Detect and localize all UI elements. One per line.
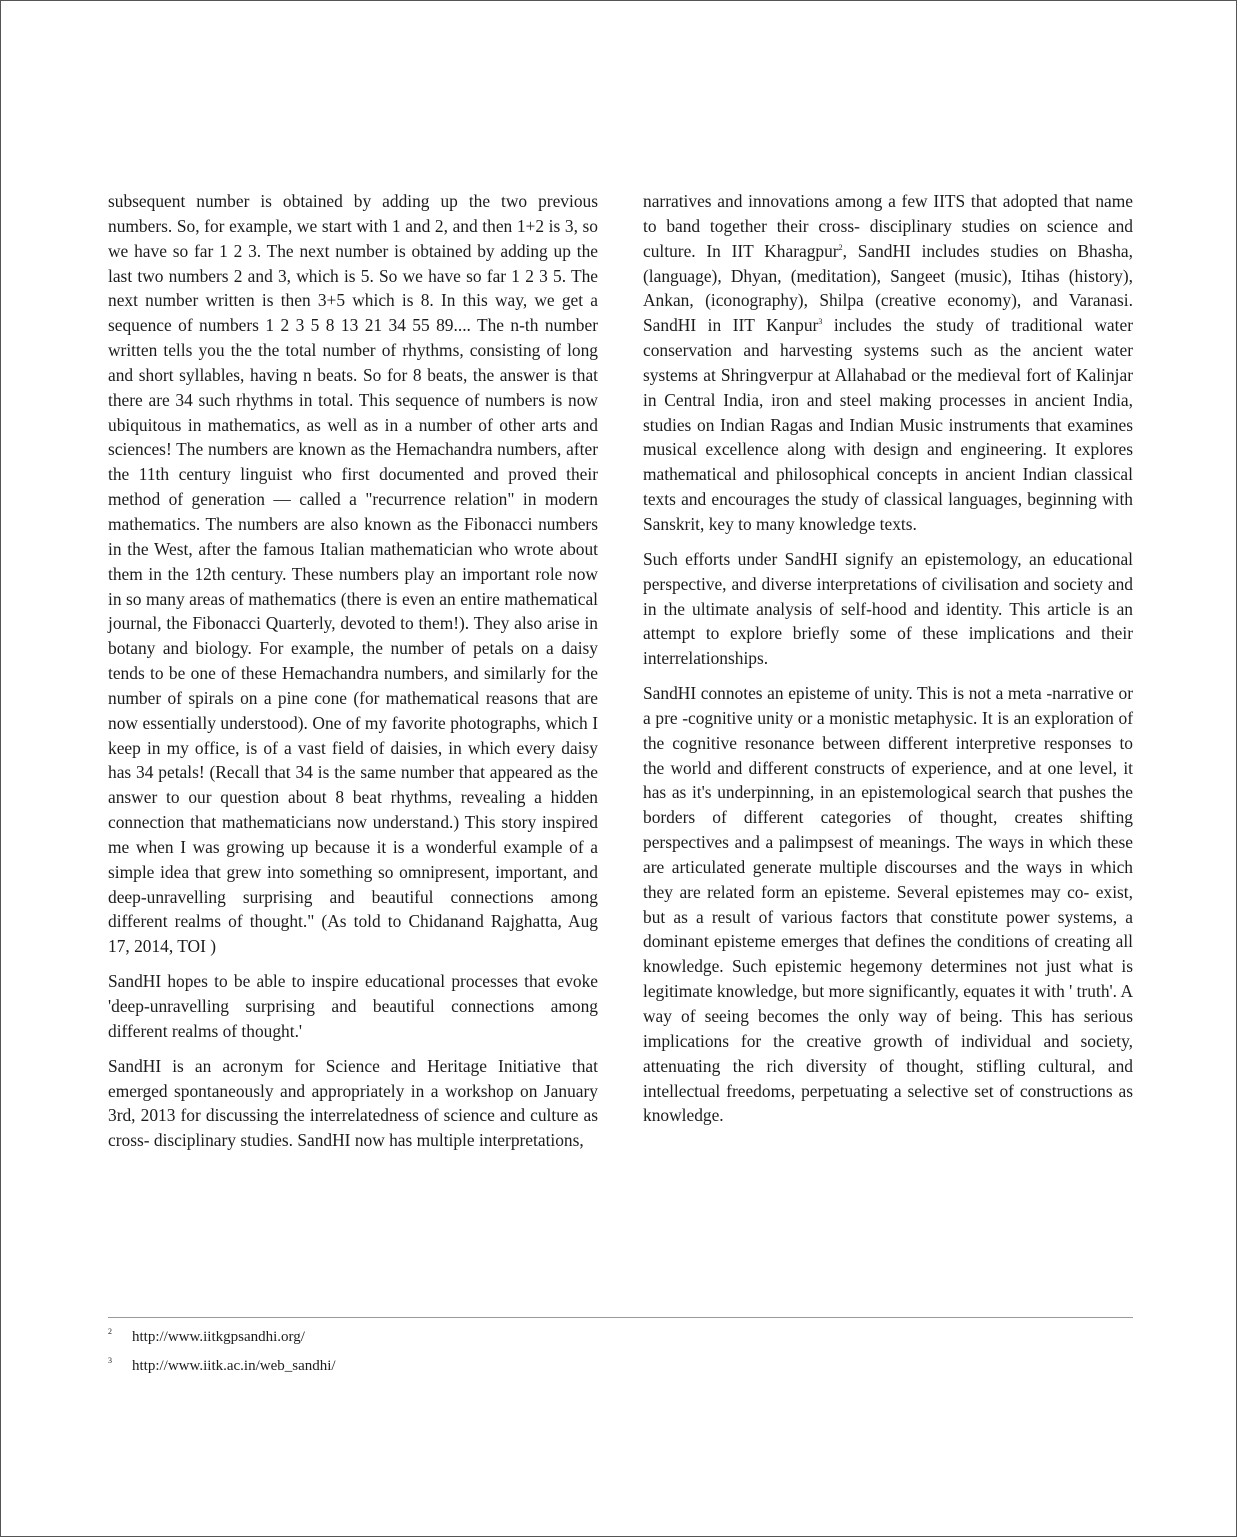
right-paragraph-3: SandHI connotes an episteme of unity. This is not a meta -narrative or a pre -cognitive unity or a monistic metaphysic. It is an exploration of the cognitive resonance between different interpretive responses to the world and different constructs of experience, and at one level, it has as it's underpinning, in an epistemological search that pushes the borders of different categories of thought, creates shifting perspectives and a palimpsest of meanings. The ways in which these are articulated generate multiple discourses and the ways in which they are related form an episteme. Several epistemes may co- exist, but as a result of various factors that constitute power systems, a dominant episteme emerges that defines the conditions of creating all knowledge. Such epistemic hegemony determines not just what is legitimate knowledge, but more significantly, equates it with ' truth'. A way of seeing becomes the only way of being. This has serious implications for the creative growth of individual and society, attenuating the rich diversity of thought, stifling cultural, and intellectual freedoms, perpetuating a selective set of constructions as knowledge.: [643, 683, 1133, 1126]
right-paragraph-1-part-b: , SandHI includes studies on Bhasha, (language), Dhyan, (meditation), Sangeet (music), Itihas (history), Ankan, (iconography), Shilpa (creative economy), and Varanasi. SandHI in IIT Kanpur: [643, 240, 1133, 336]
footnote-divider: [108, 1317, 1133, 1318]
right-paragraph-1-part-c: includes the study of traditional water conservation and harvesting systems such as the ancient water systems at Shringverpur at Allahabad or the medieval fort of Kalinjar in Central India, iron and steel making processes in ancient India, studies on Indian Ragas and Indian Music instruments that examines musical excellence along with design and engineering. It explores mathematical and philosophical concepts in ancient Indian classical texts and encourages the study of classical languages, beginning with Sanskrit, key to many knowledge texts.: [643, 315, 1133, 534]
footnote-2: [108, 1323, 708, 1352]
footnote-ref-3[interactable]: 3: [818, 317, 823, 327]
footnote-link[interactable]: http://www.iitk.ac.in/web_sandhi/: [132, 1358, 336, 1374]
left-paragraph-1: subsequent number is obtained by adding up the two previous numbers. So, for example, we start with 1 and 2, and then 1+2 is 3, so we have so far 1 2 3. The next number is obtained by adding up the last two numbers 2 and 3, which is 5. So we have so far 1 2 3 5. The next number written is then 3+5 which is 8. In this way, we get a sequence of numbers 1 2 3 5 8 13 21 34 55 89.... The n-th number written tells you the the total number of rhythms, consisting of long and short syllables, having n beats. So for 8 beats, the answer is that there are 34 such rhythms in total. This sequence of numbers is now ubiquitous in mathematics, as well as in a number of other arts and sciences! The numbers are known as the Hemachandra numbers, after the 11th century linguist who first documented and proved their method of generation — called a "recurrence relation" in modern mathematics. The numbers are also known as the Fibonacci numbers in the West, after the famous Italian mathematician who wrote about them in the 12th century. These numbers play an important role now in so many areas of mathematics (there is even an entire mathematical journal, the Fibonacci Quarterly, devoted to them!). They also arise in botany and biology. For example, the number of petals on a daisy tends to be one of these Hemachandra numbers, and similarly for the number of spirals on a pine cone (for mathematical reasons that are now essentially understood). One of my favorite photographs, which I keep in my office, is of a vast field of daisies, in which every daisy has 34 petals! (Recall that 34 is the same number that appeared as the answer to our question about 8 beat rhythms, revealing a hidden connection that mathematicians now understand.) This story inspired me when I was growing up because it is a wonderful example of a simple idea that grew into something so omnipresent, important, and deep-unravelling surprising and beautiful connections among different realms of thought." (As told to Chidanand Rajghatta, Aug 17, 2014, TOI ): [108, 191, 598, 957]
left-paragraph-3: SandHI is an acronym for Science and Heritage Initiative that emerged spontaneously and appropriately in a workshop on January 3rd, 2013 for discussing the interrelatedness of science and culture as cross- disciplinary studies. SandHI now has multiple interpretations,: [108, 1055, 598, 1151]
right-paragraph-1-part-a: narratives and innovations among a few IITS that adopted that name to band together their cross- disciplinary studies on science and culture. In IIT Kharagpur: [643, 191, 1133, 261]
footnote-ref-2[interactable]: 2: [838, 242, 843, 252]
footnote-number: 3: [108, 1356, 112, 1365]
right-paragraph-1: [643, 189, 1133, 537]
left-column: [108, 189, 598, 1163]
footnote-3: [108, 1352, 708, 1381]
right-paragraph-2: Such efforts under SandHI signify an epistemology, an educational perspective, and diverse interpretations of civilisation and society and in the ultimate analysis of self-hood and identity. This article is an attempt to explore briefly some of these implications and their interrelationships.: [643, 548, 1133, 669]
footnotes: [108, 1323, 708, 1381]
footnote-number: 2: [108, 1327, 112, 1336]
left-paragraph-2: SandHI hopes to be able to inspire educational processes that evoke 'deep-unravelling surprising and beautiful connections among different realms of thought.': [108, 971, 598, 1041]
footnote-link[interactable]: http://www.iitkgpsandhi.org/: [132, 1329, 305, 1345]
right-column: [643, 189, 1133, 1138]
